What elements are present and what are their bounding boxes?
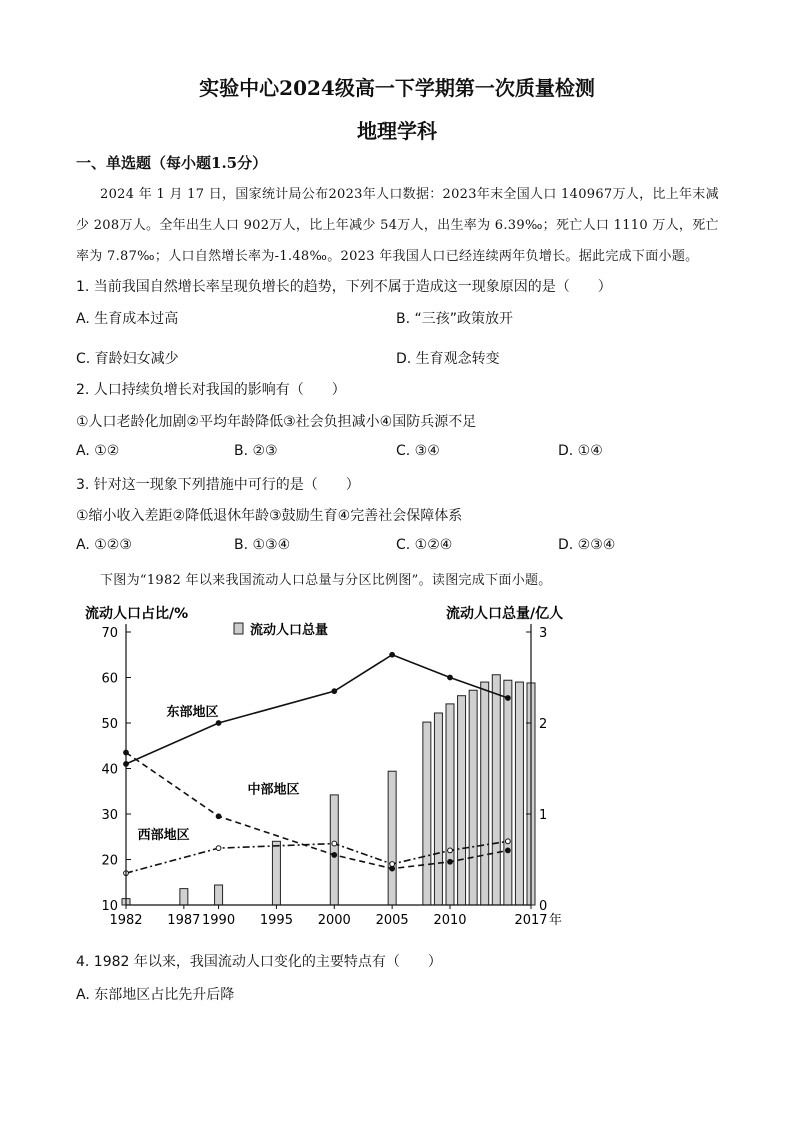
option-a[interactable]: A. 东部地区占比先升后降 [76,987,235,1003]
data-point [332,853,337,858]
y-right-tick-label: 0 [539,899,548,914]
option-a[interactable]: A. 生育成本过高 [76,311,179,327]
data-point [216,846,221,851]
data-point [390,862,395,867]
passage-line: 率为 7.87‰；人口自然增长率为-1.48‰。2023 年我国人口已经连续两年负增长。据此完成下面小题。 [76,249,699,264]
data-point [216,721,221,726]
series-label: 西部地区 [137,828,190,844]
bar [504,680,512,905]
y-right-tick-label: 3 [539,626,548,641]
data-point [390,652,395,657]
x-tick-label: 2010 [433,913,467,928]
bar [481,682,489,905]
question-stem: 4. 1982 年以来，我国流动人口变化的主要特点有（ ） [76,954,442,970]
data-point [216,814,221,819]
bar [388,771,396,905]
subject-title: 地理学科 [357,119,437,143]
passage-line: 少 208万人。全年出生人口 902万人，比上年减少 54万人，出生率为 6.39‰；死亡人口 1110 万人，死亡 [76,218,719,233]
series-label: 中部地区 [247,782,300,798]
bar [272,841,280,905]
x-tick-label: 1987 [167,913,201,928]
y-tick-label: 30 [101,808,118,823]
legend [234,622,328,638]
population-chart [0,595,794,935]
plot-area [122,652,535,905]
option-b[interactable]: B. ①③④ [234,537,291,553]
data-point [505,696,510,701]
data-point [448,675,453,680]
option-c[interactable]: C. 育龄妇女减少 [76,351,179,367]
y-tick-label: 20 [101,853,118,869]
y-axis-left-label: 流动人口占比/% [85,606,189,622]
data-point [332,689,337,694]
question-items: ①缩小收入差距②降低退休年龄③鼓励生育④完善社会保障体系 [76,508,463,524]
y-tick-label: 50 [101,717,118,732]
bar [330,795,338,905]
bar [446,704,454,905]
y-tick-label: 70 [101,626,118,641]
option-a[interactable]: A. ①②③ [76,537,132,553]
data-point [448,848,453,853]
chart-intro: 下图为“1982 年以来我国流动人口总量与分区比例图”。读图完成下面小题。 [100,573,552,588]
passage-line: 2024 年 1 月 17 日，国家统计局公布2023年人口数据：2023年末全国人口 140967万人，比上年末减 [100,187,719,202]
data-point [448,859,453,864]
x-tick-label: 2000 [317,913,351,928]
question-stem: 3. 针对这一现象下列措施中可行的是（ ） [76,477,360,493]
legend-bar-label: 流动人口总量 [250,623,329,638]
y-tick-label: 60 [101,671,118,687]
question-stem: 2. 人口持续负增长对我国的影响有（ ） [76,382,346,398]
data-point [332,841,337,846]
bar [492,675,500,905]
exam-title: 实验中心2024级高一下学期第一次质量检测 [199,76,595,100]
y-tick-label: 10 [101,899,118,914]
option-d[interactable]: D. ①④ [558,443,603,459]
section-heading: 一、单选题（每小题1.5分） [76,154,268,172]
x-tick-label: 2005 [375,913,409,928]
bar [423,722,431,905]
option-b[interactable]: B. “三孩”政策放开 [396,311,514,327]
bar [515,682,523,905]
option-d[interactable]: D. ②③④ [558,537,616,553]
x-axis-unit: 年 [549,913,563,928]
option-b[interactable]: B. ②③ [234,443,278,459]
y-right-tick-label: 2 [539,717,548,732]
bar [458,696,466,905]
x-tick-label: 1982 [109,913,143,928]
data-point [505,839,510,844]
series-label: 东部地区 [166,705,219,721]
x-tick-label: 1990 [202,913,236,928]
option-c[interactable]: C. ③④ [396,443,440,459]
x-tick-label: 1995 [259,913,293,928]
option-d[interactable]: D. 生育观念转变 [396,351,500,367]
question-items: ①人口老龄化加剧②平均年龄降低③社会负担减小④国防兵源不足 [76,414,477,430]
bar [434,713,442,905]
y-axis-right-label: 流动人口总量/亿人 [446,606,564,622]
y-right-tick-label: 1 [539,808,548,823]
bar [469,690,477,905]
data-point [505,848,510,853]
x-tick-label: 2017 [514,913,548,928]
y-tick-label: 40 [101,762,118,778]
option-a[interactable]: A. ①② [76,443,120,459]
option-c[interactable]: C. ①②④ [396,537,453,553]
legend-bar-swatch [234,623,243,634]
question-stem: 1. 当前我国自然增长率呈现负增长的趋势，下列不属于造成这一现象原因的是（ ） [76,279,612,295]
bar [180,889,188,905]
bar [215,885,223,905]
